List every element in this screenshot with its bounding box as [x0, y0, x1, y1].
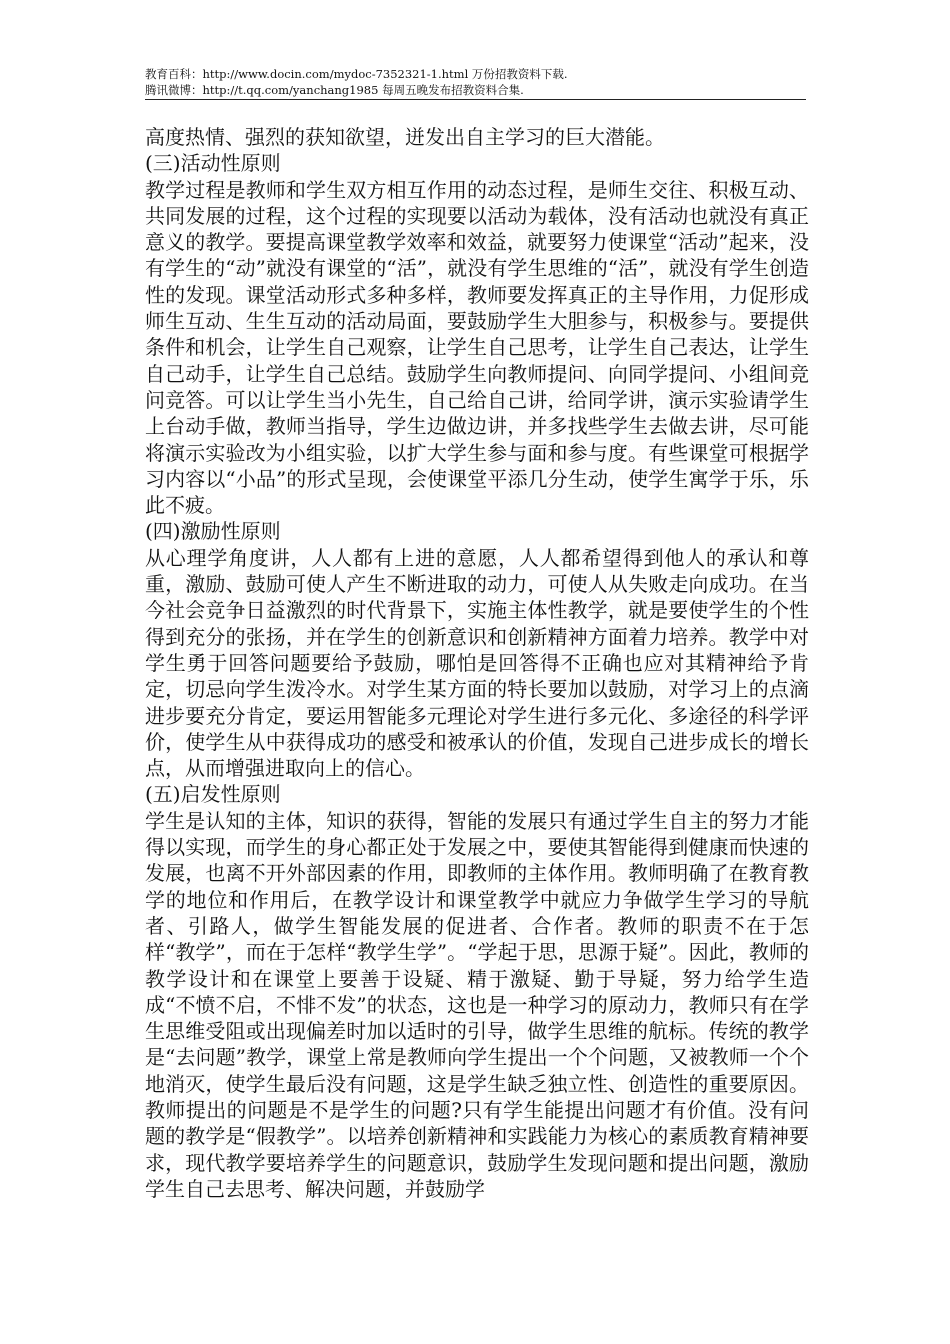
paragraph-activity: 教学过程是教师和学生双方相互作用的动态过程，是师生交往、积极互动、共同发展的过程，这个过程的实现要以活动为载体，没有活动也就没有真正意义的教学。要提高课堂教学效率和效益，就要努力使课堂“活动”起来，没有学生的“动”就没有课堂的“活”，就没有学生思维的“活”，就没有学生创造性的发现。课堂活动形式多种多样，教师要发挥真正的主导作用，力促形成师生互动、生生互动的活动局面，要鼓励学生大胆参与，积极参与。要提供条件和机会，让学生自己观察，让学生自己思考，让学生自己表达，让学生自己动手，让学生自己总结。鼓励学生向教师提问、向同学提问、小组间竞问竞答。可以让学生当小先生，自己给自己讲，给同学讲，演示实验请学生上台动手做，教师当指导，学生边做边讲，并多找些学生去做去讲，尽可能将演示实验改为小组实验，以扩大学生参与面和参与度。有些课堂可根据学习内容以“小品”的形式呈现，会使课堂平添几分生动，使学生寓学于乐，乐此不疲。 [145, 177, 809, 518]
document-body [145, 124, 809, 1202]
paragraph-motivation: 从心理学角度讲，人人都有上进的意愿，人人都希望得到他人的承认和尊重，激励、鼓励可使人产生不断进取的动力，可使人从失败走向成功。在当今社会竞争日益激烈的时代背景下，实施主体性教学，就是要使学生的个性得到充分的张扬，并在学生的创新意识和创新精神方面着力培养。教学中对学生勇于回答问题要给予鼓励，哪怕是回答得不正确也应对其精神给予肯定，切忌向学生泼冷水。对学生某方面的特长要加以鼓励，对学习上的点滴进步要充分肯定，要运用智能多元理论对学生进行多元化、多途径的科学评价，使学生从中获得成功的感受和被承认的价值，发现自己进步成长的增长点，从而增强进取向上的信心。 [145, 545, 809, 781]
section-heading-heuristic: (五)启发性原则 [145, 782, 281, 807]
header-line-encyclopedia: 教育百科：http://www.docin.com/mydoc-7352321-1.html 万份招教资料下载. [145, 67, 568, 81]
header-line-weibo: 腾讯微博：http://t.qq.com/yanchang1985 每周五晚发布招教资料合集. [145, 83, 524, 97]
paragraph-continued: 高度热情、强烈的获知欲望，迸发出自主学习的巨大潜能。 [145, 125, 665, 149]
section-heading-activity: (三)活动性原则 [145, 151, 281, 176]
page-header [145, 66, 806, 100]
section-heading-motivation: (四)激励性原则 [145, 519, 281, 544]
paragraph-heuristic: 学生是认知的主体，知识的获得，智能的发展只有通过学生自主的努力才能得以实现，而学生的身心都正处于发展之中，要使其智能得到健康而快速的发展，也离不开外部因素的作用，即教师的主体作用。教师明确了在教育教学的地位和作用后，在教学设计和课堂教学中就应力争做学生学习的导航者、引路人，做学生智能发展的促进者、合作者。教师的职责不在于怎样“教学”，而在于怎样“教学生学”。“学起于思，思源于疑”。因此，教师的教学设计和在课堂上要善于设疑、精于激疑、勤于导疑，努力给学生造成“不愤不启，不悱不发”的状态，这也是一种学习的原动力，教师只有在学生思维受阻或出现偏差时加以适时的引导，做学生思维的航标。传统的教学是“去问题”教学，课堂上常是教师向学生提出一个个问题，又被教师一个个地消灭，使学生最后没有问题，这是学生缺乏独立性、创造性的重要原因。教师提出的问题是不是学生的问题?只有学生能提出问题才有价值。没有问题的教学是“假教学”。以培养创新精神和实践能力为核心的素质教育精神要求，现代教学要培养学生的问题意识，鼓励学生发现问题和提出问题，激励学生自己去思考、解决问题，并鼓励学 [145, 808, 809, 1201]
